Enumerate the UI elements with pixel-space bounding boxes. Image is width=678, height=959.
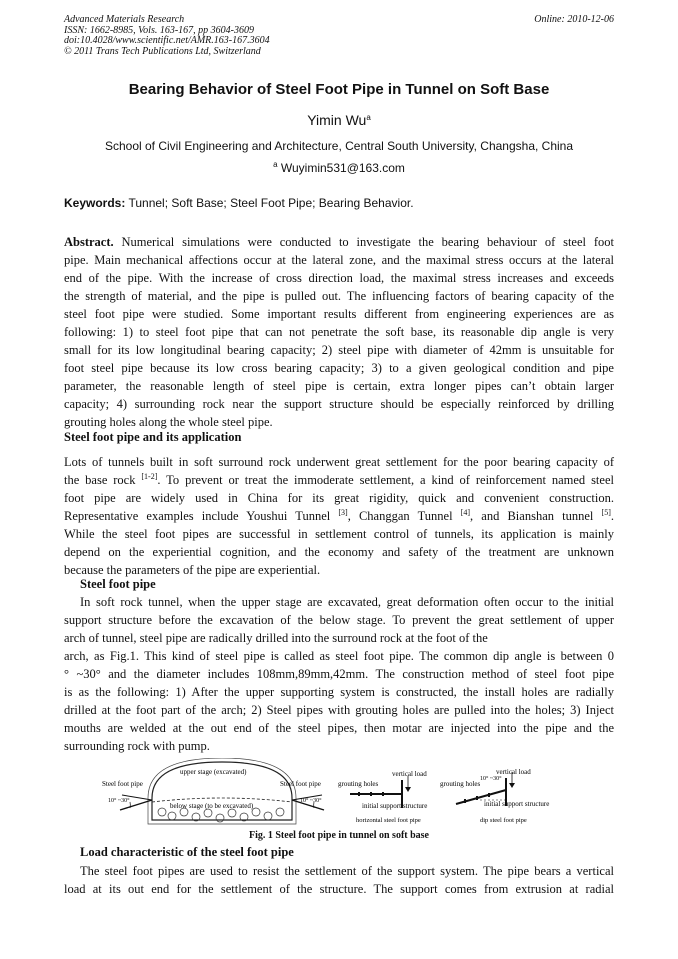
body-line: ° ~30° and the diameter includes 108mm,89mm,42mm. The construction method of steel foot pipe [64, 667, 614, 681]
body-line: load at its out end for the settlement of the structure. The support comes from extrusion at radial [64, 882, 614, 896]
tunnel-cross-section [102, 758, 324, 824]
abstract-line: capacity; 4) surrounding rock near the support structure should be especially reinforced by drilling [64, 397, 614, 411]
below-stage-label: below stage (to be excavated) [170, 802, 254, 810]
grouting-holes-label: grouting holes [338, 780, 379, 788]
body-line: The steel foot pipes are used to resist the settlement of the support system. The pipe bears a vertical [80, 864, 614, 878]
author-line [0, 112, 678, 128]
body-line: the base rock [1-2]. To prevent or treat the immoderate settlement, a kind of reinforcement named steel [64, 472, 614, 487]
body-line: mouths are welded at the out end of the steel pipes, then motar are injected into the pipe and the [64, 721, 614, 735]
initial-support-label: initial support structure [362, 802, 428, 810]
citation: [3] [338, 508, 348, 517]
keywords-text: Tunnel; Soft Base; Steel Foot Pipe; Bearing Behavior. [125, 196, 414, 210]
abstract-label: Abstract. [64, 235, 114, 249]
email-address[interactable]: Wuyimin531@163.com [280, 161, 405, 175]
body-line: depend on the experiential cognition, and the economy and safety of the treatment are unknown [64, 545, 614, 559]
dip-grouting-label: grouting holes [440, 780, 481, 788]
upper-stage-label: upper stage (excavated) [180, 768, 247, 776]
abstract-line: Abstract. Numerical simulations were conducted to investigate the bearing behaviour of steel foot [64, 235, 614, 249]
subsection-heading: Steel foot pipe [80, 577, 156, 591]
abstract-line: pipe. Main mechanical affections occur at the lateral zone, and the maximal stress occurs at the lateral [64, 253, 614, 267]
abstract-line: parameter, the reasonable length of steel pipe is certain, extra longer pipes can’t obtain larger [64, 379, 614, 393]
abstract-line: following: 1) to steel foot pipe that can not penetrate the soft base, its reasonable dip angle is very [64, 325, 614, 339]
figure-1-diagram [100, 758, 580, 830]
right-angle-label: 10° ~30° [300, 798, 322, 804]
body-line: drilled at the foot part of the arch; 2) Steel pipes with grouting holes are pulled into the holes; 3) Inject [64, 703, 614, 717]
author-name: Yimin Wu [307, 112, 367, 128]
email-sup: a [273, 160, 278, 169]
affiliation: School of Civil Engineering and Architecture, Central South University, Changsha, China [104, 139, 574, 153]
body-line: support structure before the excavation of the below stage. To prevent the great settlement of upper [64, 613, 614, 627]
abstract-line: grouting holes along the whole steel pipe. [64, 415, 273, 429]
body-line: While the steel foot pipes are successful in settlement control of tunnels, its application is mainly [64, 527, 614, 541]
keywords-label: Keywords: [64, 196, 126, 210]
citation: [5] [601, 508, 611, 517]
section-heading: Steel foot pipe and its application [64, 430, 242, 444]
abstract-line: foot steel pipe because its low cross bearing capacity; 3) to a given geological condition and pipe [64, 361, 614, 375]
dip-initial-support-label: initial support structure [484, 800, 550, 808]
dip-vertical-load-label: vertical load [496, 768, 531, 776]
subsection-heading: Load characteristic of the steel foot pipe [80, 845, 294, 859]
body-line: foot pipe are widely used in China for its great rigidity, quick and convenient construction. [64, 491, 614, 505]
citation: [4] [460, 508, 471, 517]
left-pipe-label: Steel foot pipe [102, 780, 143, 788]
dip-pipe-diagram [440, 768, 549, 824]
online-date: Online: 2010-12-06 [534, 14, 614, 25]
copyright-line: © 2011 Trans Tech Publications Ltd, Switzerland [64, 45, 261, 57]
dip-caption: dip steel foot pipe [480, 817, 527, 824]
left-angle-label: 10° ~30° [108, 798, 130, 804]
body-line: because the parameters of the pipe are experiential. [64, 563, 321, 577]
dip-angle-label: 10° ~30° [480, 776, 502, 782]
abstract-line: end of the pipe. With the increase of cross direction load, the maximal stress increases and exceeds [64, 271, 614, 285]
citation: [1-2] [141, 472, 158, 481]
body-line: arch, as Fig.1. This kind of steel pipe is called as steel foot pipe. The common dip angle is between 0 [64, 649, 614, 663]
vertical-load-label: vertical load [392, 770, 427, 778]
author-sup: a [366, 113, 371, 122]
abstract-line: steel foot pipe were studied. Some important results different from engineering experiences are as [64, 307, 614, 321]
abstract-line: small for its low longitudinal bearing capacity; 2) steel pipe with diameter of 42mm is unsuitable for [64, 343, 614, 357]
journal-name: Advanced Materials Research [64, 14, 185, 25]
doi-line: doi:10.4028/www.scientific.net/AMR.163-167.3604 [64, 35, 270, 46]
body-line: Lots of tunnels built in soft surround rock underwent great settlement for the poor bearing capacity of [64, 455, 614, 469]
body-line: arch of tunnel, steel pipe are radically drilled into the surround rock at the foot of the [64, 631, 488, 645]
abstract-line: the strength of material, and the pipe is pulled out. The influencing factors of bearing capacity of the [64, 289, 614, 303]
horizontal-pipe-diagram [338, 770, 427, 824]
horizontal-caption: horizontal steel foot pipe [356, 817, 421, 824]
body-line: Representative examples include Youshui Tunnel [3], Changgan Tunnel [4], and Bianshan tunnel [5]. [64, 508, 614, 523]
body-line: In soft rock tunnel, when the upper stage are excavated, great deformation often occur to the initial [80, 595, 614, 609]
issn-line: ISSN: 1662-8985, Vols. 163-167, pp 3604-3609 [64, 24, 254, 36]
email-line [0, 161, 678, 175]
body-line: is as the following: 1) After the upper supporting system is constructed, the install holes are radially [64, 685, 614, 699]
paper-title: Bearing Behavior of Steel Foot Pipe in Tunnel on Soft Base [128, 81, 550, 98]
figure-caption: Fig. 1 Steel foot pipe in tunnel on soft base [248, 830, 429, 841]
right-pipe-label: Steel foot pipe [280, 780, 321, 788]
body-line: surrounding rock with pump. [64, 739, 210, 753]
keywords [64, 196, 414, 210]
